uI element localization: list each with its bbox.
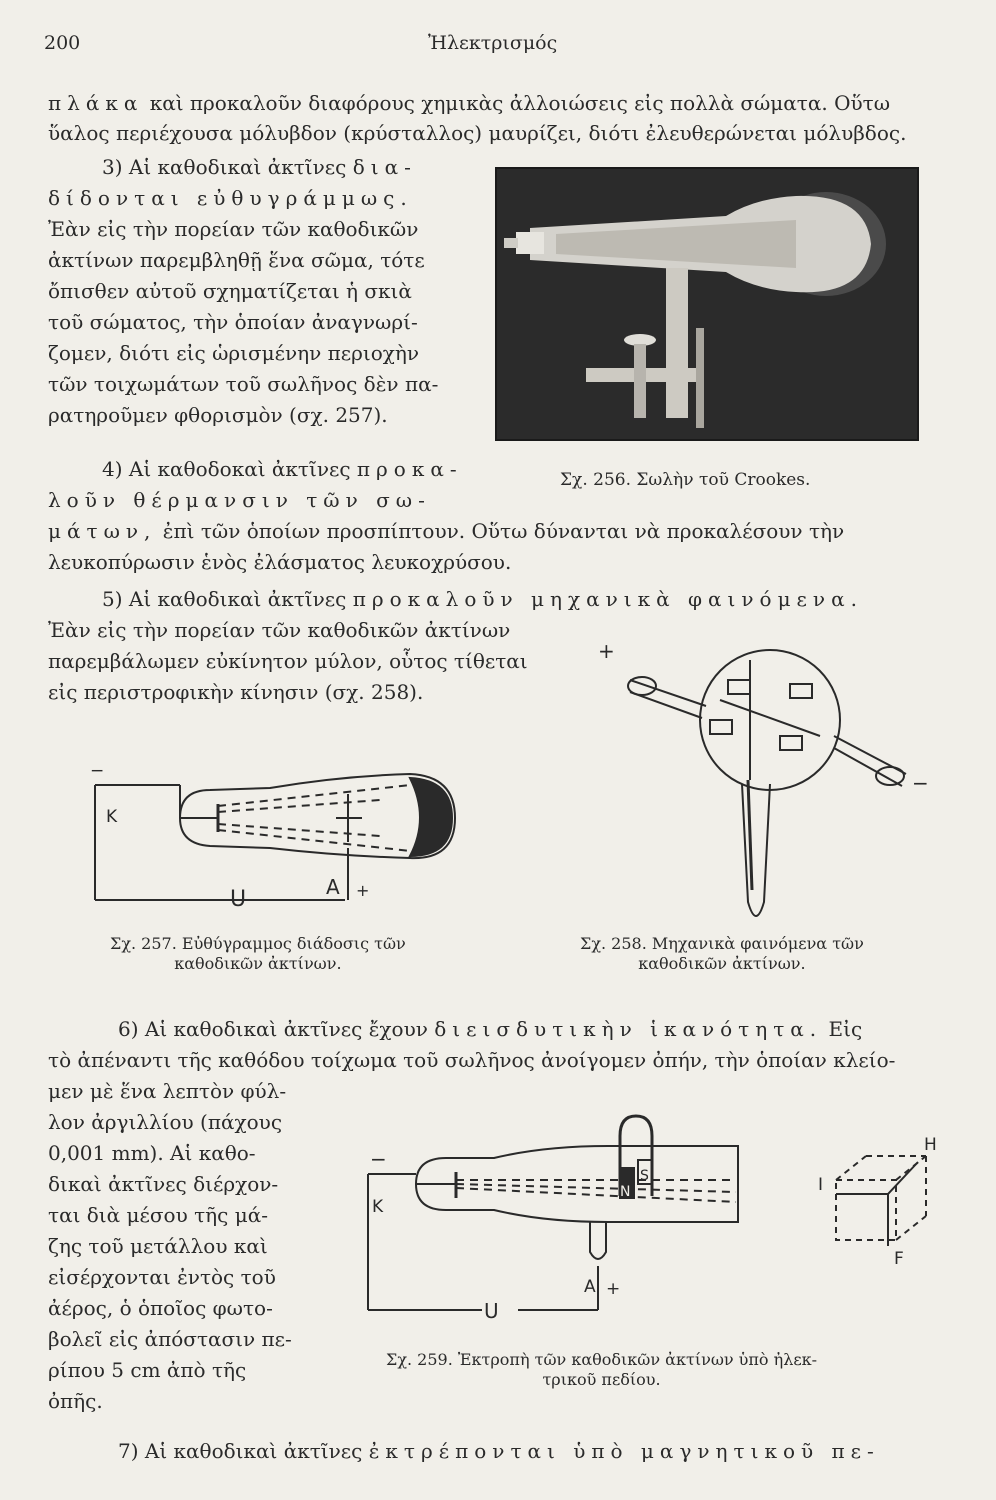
- text-line: μάτων, ἐπὶ τῶν ὁποίων προσπίπτουν. Οὕτω δύνανται νὰ προκαλέσουν τὴν: [48, 519, 845, 543]
- text-line: 3) Αἱ καθοδικαὶ ἀκτῖνες δια-: [102, 155, 417, 179]
- text-line: παρεμβάλωμεν εὐκίνητον μύλον, οὗτος τίθεται: [48, 649, 528, 673]
- text-line: ρατηροῦμεν φθορισμὸν (σχ. 257).: [48, 403, 388, 427]
- text-line: τὸ ἀπέναντι τῆς καθόδου τοίχωμα τοῦ σωλῆνος ἀνοίγομεν ὀπήν, τὴν ὁποίαν κλείο-: [48, 1048, 896, 1072]
- label-a: A: [584, 1277, 596, 1297]
- text-line: τῶν τοιχωμάτων τοῦ σωλῆνος δὲν πα-: [48, 372, 439, 396]
- label-f: F: [894, 1249, 904, 1269]
- text-line: εἰς περιστροφικὴν κίνησιν (σχ. 258).: [48, 680, 424, 704]
- figure-256-photo: [496, 168, 918, 440]
- text-line: εἰσέρχονται ἐντὸς τοῦ: [48, 1265, 276, 1289]
- figure-258-diagram: [590, 640, 940, 940]
- text-line: λον ἀργιλλίου (πάχους: [48, 1110, 283, 1134]
- text-line: δικαὶ ἀκτῖνες διέρχον-: [48, 1172, 279, 1196]
- page-number: 200: [44, 32, 81, 54]
- text-line: ρίπου 5 cm ἀπὸ τῆς: [48, 1358, 247, 1382]
- text-line: ὄπισθεν αὐτοῦ σχηματίζεται ἡ σκιὰ: [48, 279, 412, 303]
- text-line: 7) Αἱ καθοδικαὶ ἀκτῖνες ἐκτρέπονται ὑπὸ μαγνητικοῦ πε-: [118, 1439, 880, 1463]
- figure-257-caption: Σχ. 257. Εὐθύγραμμος διάδοσις τῶν καθοδικῶν ἀκτίνων.: [110, 934, 406, 973]
- label-k: K: [372, 1197, 384, 1217]
- text-line: τοῦ σώματος, τὴν ὁποίαν ἀναγνωρί-: [48, 310, 418, 334]
- label-k: K: [106, 807, 118, 827]
- label-a: A: [326, 875, 340, 899]
- figure-258-caption: Σχ. 258. Μηχανικὰ φαινόμενα τῶν καθοδικῶν ἀκτίνων.: [580, 934, 864, 973]
- text-line: βολεῖ εἰς ἀπόστασιν πε-: [48, 1327, 292, 1351]
- label-plus: +: [356, 881, 370, 900]
- figure-259-diagram: [358, 1110, 948, 1340]
- label-minus: −: [90, 761, 105, 781]
- text-line: 6) Αἱ καθοδικαὶ ἀκτῖνες ἔχουν διεισδυτικὴν ἱκανότητα. Εἰς: [118, 1017, 863, 1041]
- text-line: λοῦν θέρμανσιν τῶν σω-: [48, 488, 431, 512]
- figure-257-diagram: [80, 730, 480, 920]
- text-line: λευκοπύρωσιν ἑνὸς ἐλάσματος λευκοχρύσου.: [48, 550, 512, 574]
- text-line: 0,001 mm). Αἱ καθο-: [48, 1141, 256, 1165]
- text-line: ζομεν, διότι εἰς ὡρισμένην περιοχὴν: [48, 341, 420, 365]
- label-minus: −: [912, 771, 929, 795]
- label-h: H: [924, 1135, 937, 1155]
- label-u: U: [230, 887, 247, 912]
- text-line: ὕαλος περιέχουσα μόλυβδον (κρύσταλλος) μαυρίζει, διότι ἐλευθερώνεται μόλυβδος.: [48, 121, 907, 145]
- text-line: 5) Αἱ καθοδικαὶ ἀκτῖνες προκαλοῦν μηχανικὰ φαινόμενα.: [102, 587, 863, 611]
- text-line: ἀέρος, ὁ ὁποῖος φωτο-: [48, 1296, 273, 1320]
- text-line: ται διὰ μέσου τῆς μά-: [48, 1203, 268, 1227]
- label-plus: +: [598, 639, 615, 663]
- text-line: Ἐὰν εἰς τὴν πορείαν τῶν καθοδικῶν ἀκτίνων: [48, 618, 511, 642]
- text-line: ζης τοῦ μετάλλου καὶ: [48, 1234, 268, 1258]
- figure-256-caption: Σχ. 256. Σωλὴν τοῦ Crookes.: [560, 470, 811, 490]
- text-line: ἀκτίνων παρεμβληθῇ ἕνα σῶμα, τότε: [48, 248, 425, 272]
- label-n: N: [620, 1184, 631, 1200]
- text-line: 4) Αἱ καθοδοκαὶ ἀκτῖνες προκα-: [102, 457, 463, 481]
- running-title: Ἠλεκτρισμός: [428, 32, 558, 54]
- text-line: ὀπῆς.: [48, 1389, 103, 1413]
- text-line: δίδονται εὐθυγράμμως.: [48, 186, 413, 210]
- text-line: πλάκα καὶ προκαλοῦν διαφόρους χημικὰς ἀλλοιώσεις εἰς πολλὰ σώματα. Οὕτω: [48, 91, 891, 115]
- label-plus: +: [606, 1279, 621, 1299]
- text-line: Ἐὰν εἰς τὴν πορείαν τῶν καθοδικῶν: [48, 217, 419, 241]
- label-minus: −: [370, 1147, 387, 1171]
- text-line: μεν μὲ ἕνα λεπτὸν φύλ-: [48, 1079, 287, 1103]
- label-i: I: [818, 1175, 824, 1195]
- label-u: U: [484, 1299, 499, 1323]
- label-s: S: [640, 1168, 649, 1184]
- figure-259-caption: Σχ. 259. Ἐκτροπὴ τῶν καθοδικῶν ἀκτίνων ὑπὸ ἠλεκ- τρικοῦ πεδίου.: [386, 1350, 818, 1389]
